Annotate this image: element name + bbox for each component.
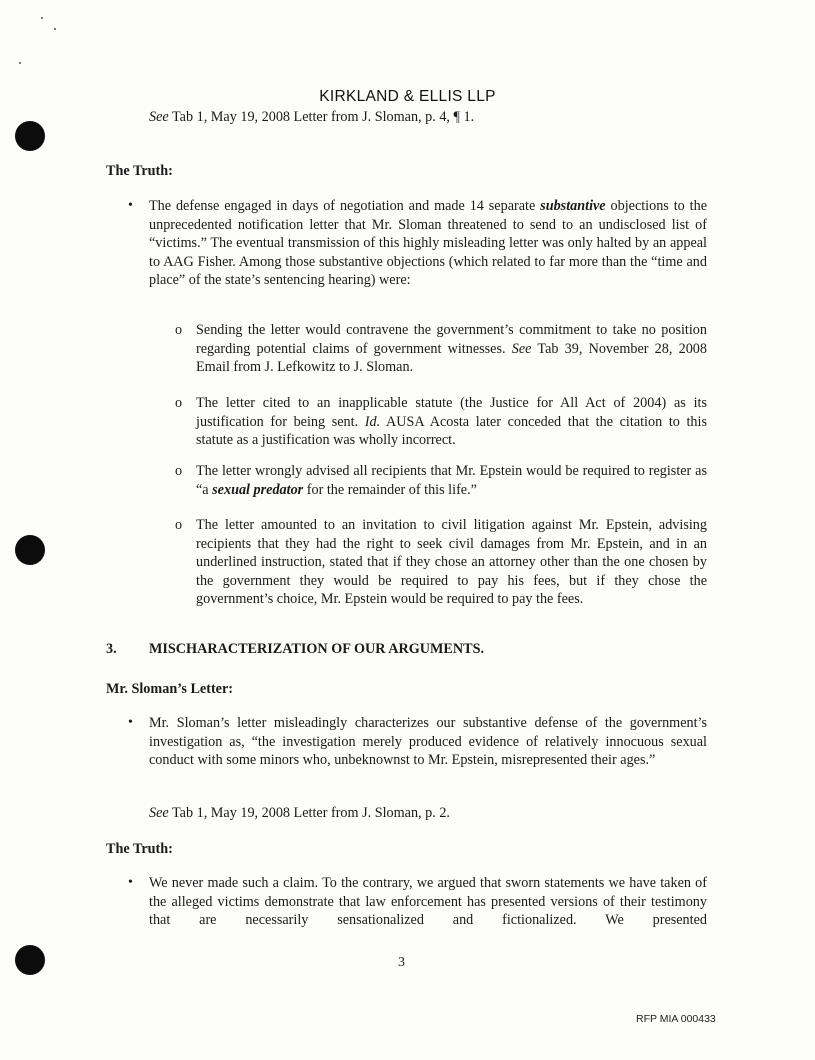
sub-item-text: Tab 39, November 28, 2008 Email from J. Lefkowitz to J. Sloman.	[196, 340, 707, 375]
top-citation	[149, 108, 474, 127]
sub-bullet-glyph: o	[175, 517, 183, 533]
truth-bullet-2: We never made such a claim. To the contrary, we argued that sworn statements we have taken of the alleged victims demonstrate that law enforcement has presented versions of their testimony that are necessarily sensationalized and fictionalized. We presented	[149, 875, 707, 928]
section-number: 3.	[106, 641, 117, 657]
hole-punch-middle	[15, 535, 45, 565]
bullet-text: The defense engaged in days of negotiation and made 14 separate	[149, 198, 541, 214]
sub-bullet-glyph: o	[175, 395, 183, 411]
bullet-glyph: •	[128, 875, 133, 890]
bullet-text: objections to the unprecedented notification letter that Mr. Sloman threatened to send to an undisclosed list of “victims.” The eventual transmission of this highly misleading letter was only halted by an appeal to AAG Fisher. Among those substantive objections (which related to far more than the “time and place” of the state’s sentencing hearing) were:	[149, 198, 708, 288]
sub-item-text: The letter amounted to an invitation to civil litigation against Mr. Epstein, advising recipients that they had the right to seek civil damages from Mr. Epstein, and in an underlined instruction, stated that if they chose an attorney other than the one chosen by the government they would be required to pay his fees, but if they chose the government’s choice, Mr. Epstein would be required to pay the fees.	[196, 517, 707, 607]
sub-item-1	[196, 321, 707, 377]
sub-item-3	[196, 462, 707, 499]
emphasis-sexual-predator: sexual predator	[212, 481, 304, 498]
hole-punch-bottom	[15, 945, 45, 975]
hole-punch-top	[15, 121, 45, 151]
sub-bullet-glyph: o	[175, 463, 183, 479]
firm-letterhead: KIRKLAND & ELLIS LLP	[319, 88, 496, 105]
sub-item-text: for the remainder of this life.”	[303, 481, 477, 498]
truth-bullet-1	[149, 197, 707, 290]
truth-heading-1: The Truth:	[106, 163, 173, 179]
sub-item-4	[196, 516, 707, 609]
section-title: MISCHARACTERIZATION OF OUR ARGUMENTS.	[149, 641, 485, 657]
citation-signal: See	[149, 109, 169, 125]
scan-speck	[41, 17, 43, 19]
sub-item-text: Sending the letter would contravene the government’s commitment to take no position regarding potential claims of government witnesses.	[196, 322, 707, 357]
citation-signal: Id.	[364, 413, 381, 430]
bullet-glyph: •	[128, 198, 133, 213]
letter-citation	[149, 804, 450, 823]
citation-text: Tab 1, May 19, 2008 Letter from J. Sloman, p. 2.	[168, 805, 450, 821]
citation-signal: See	[511, 340, 532, 357]
truth-heading-2: The Truth:	[106, 841, 173, 857]
sub-item-text: AUSA Acosta later conceded that the citation to this statute as a justification was wholly incorrect.	[196, 413, 707, 448]
scan-speck	[54, 28, 56, 30]
letter-bullet: Mr. Sloman’s letter misleadingly characterizes our substantive defense of the government’s investigation as, “the investigation merely produced evidence of relatively innocuous sexual conduct with some minors who, unbeknownst to Mr. Epstein, misrepresented their ages.”	[149, 715, 707, 768]
sub-bullet-glyph: o	[175, 322, 183, 338]
bullet-glyph: •	[128, 715, 133, 730]
emphasis-substantive: substantive	[540, 198, 606, 214]
page-number: 3	[398, 955, 405, 970]
sub-item-text: The letter cited to an inapplicable statute (the Justice for All Act of 2004) as its justification for being sent.	[196, 395, 707, 430]
sub-item-text: The letter wrongly advised all recipients that Mr. Epstein would be required to register as “a	[196, 463, 707, 498]
sub-item-2	[196, 394, 707, 450]
letter-heading: Mr. Sloman’s Letter:	[106, 681, 234, 697]
citation-text: Tab 1, May 19, 2008 Letter from J. Sloman, p. 4, ¶ 1.	[168, 109, 475, 125]
bates-number: RFP MIA 000433	[636, 1013, 716, 1025]
scan-speck	[19, 62, 21, 64]
citation-signal: See	[149, 805, 169, 821]
